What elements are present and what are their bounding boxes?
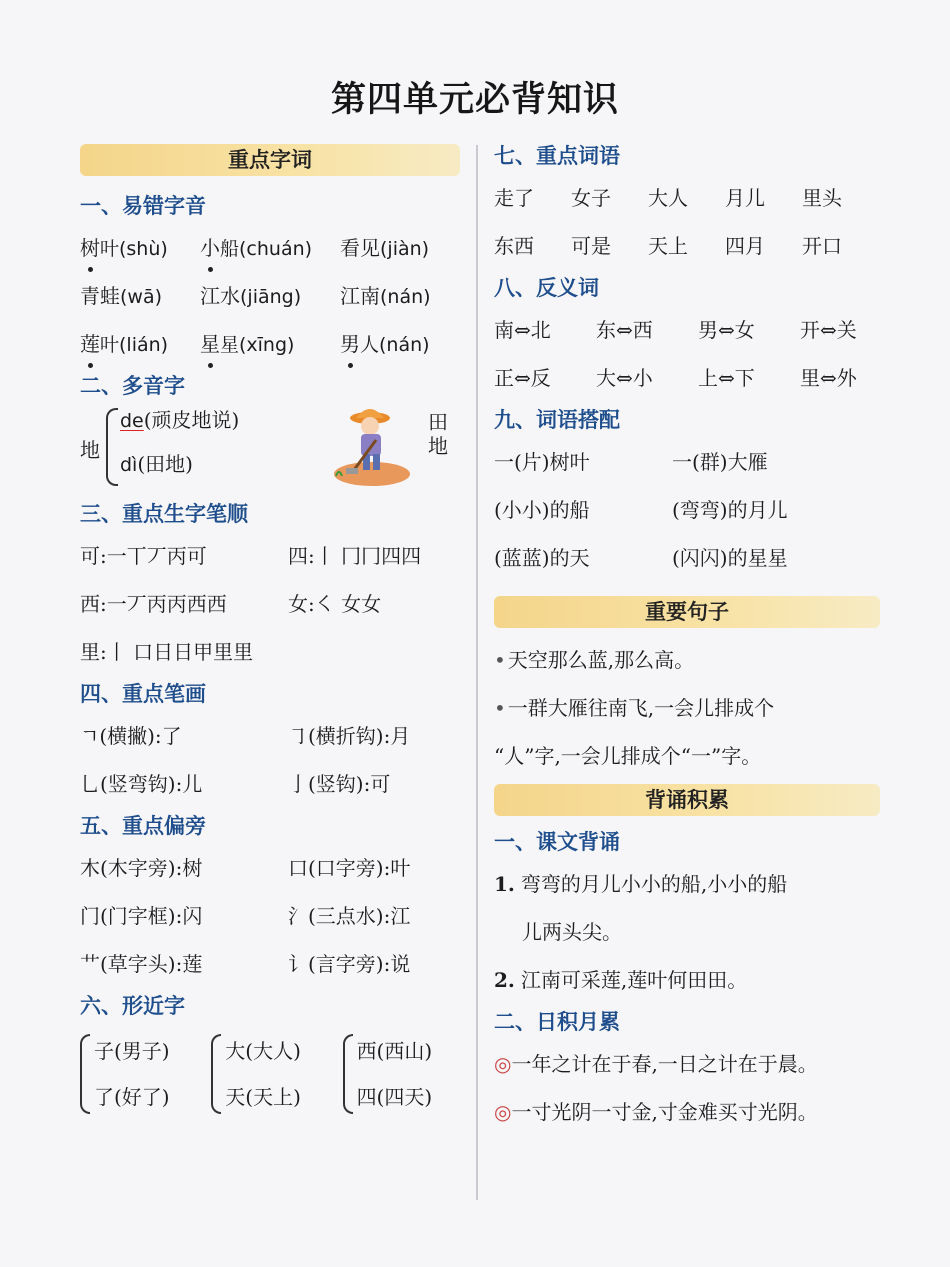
collocation-item: (弯弯)的月儿	[672, 498, 788, 522]
key-stroke-row-2	[80, 760, 460, 808]
pron-char: 青蛙	[80, 283, 120, 308]
key-stroke-item: 亅(竖钩):可	[288, 772, 391, 796]
phrase-item: 天上	[648, 234, 688, 258]
pron-pinyin: 星(xīng)	[220, 333, 295, 356]
section-text-recitation-heading: 一、课文背诵	[494, 830, 620, 854]
recite-1a	[494, 860, 880, 908]
sentence-text: 天空那么蓝,那么高。	[507, 648, 695, 672]
radical-item: 口(口字旁):叶	[288, 856, 411, 880]
similar-group	[80, 1028, 203, 1120]
antonym-item: 里⇔外	[800, 366, 857, 390]
stroke-row-1	[80, 532, 460, 580]
collocation-item: (闪闪)的星星	[672, 546, 788, 570]
banner-important-sentences: 重要句子	[494, 596, 880, 628]
brace	[106, 408, 118, 486]
radical-row-2	[80, 892, 460, 940]
similar-item: 四(四天)	[356, 1085, 433, 1109]
pron-row-2	[80, 272, 460, 320]
polyphone-char: 地	[80, 438, 100, 462]
brace	[80, 1034, 90, 1114]
similar-item: 西(西山)	[356, 1039, 433, 1063]
sentence-text: 一群大雁往南飞,一会儿排成个	[507, 696, 775, 720]
similar-chars	[80, 1028, 460, 1120]
column-divider	[476, 145, 478, 1200]
phrase-item: 东西	[494, 234, 534, 258]
quote-1	[494, 1040, 880, 1088]
phrase-item: 里头	[802, 186, 842, 210]
stroke-item: 四:丨 冂冂四四	[288, 544, 422, 568]
recite-text: 儿两头尖。	[522, 920, 622, 944]
stroke-item: 可:一丅丆丙可	[80, 544, 207, 568]
polyphone-block	[80, 404, 460, 492]
antonym-item: 开⇔关	[800, 318, 857, 342]
section-key-phrases-heading: 七、重点词语	[494, 144, 620, 168]
pron-pinyin: (jiàn)	[380, 237, 430, 260]
phrase-item: 走了	[494, 186, 534, 210]
collocation-item: 一(片)树叶	[494, 450, 590, 474]
pron-pinyin: (jiāng)	[240, 285, 302, 308]
section-antonyms-heading: 八、反义词	[494, 276, 599, 300]
reading-example: (顽皮地说)	[143, 408, 240, 432]
banner-recitation: 背诵积累	[494, 784, 880, 816]
section-stroke-order-heading: 三、重点生字笔顺	[80, 502, 248, 526]
stroke-row-3	[80, 628, 460, 676]
pron-pinyin: 叶(shù)	[100, 237, 168, 260]
pron-pinyin: (nán)	[380, 285, 431, 308]
bullet: •	[494, 696, 506, 720]
polyphone-reading-1	[120, 404, 239, 433]
sentence-1	[494, 636, 880, 684]
phrase-item: 四月	[725, 234, 765, 258]
collocation-item: (小小)的船	[494, 498, 590, 522]
pron-pinyin: 人(nán)	[360, 333, 430, 356]
pron-char: 小	[200, 224, 220, 272]
pinyin-de: de	[120, 410, 144, 432]
radical-item: 氵(三点水):江	[288, 904, 411, 928]
recite-1b	[494, 908, 880, 956]
pron-char: 江水	[200, 283, 240, 308]
phrase-item: 女子	[571, 186, 611, 210]
pron-char: 看见	[340, 235, 380, 260]
left-column	[80, 144, 460, 1120]
brace	[211, 1034, 221, 1114]
key-stroke-item: 乚(竖弯钩):儿	[80, 772, 203, 796]
sentence-text: “人”字,一会儿排成个“一”字。	[494, 744, 762, 768]
similar-item: 了(好了)	[94, 1085, 170, 1109]
radical-item: 木(木字旁):树	[80, 856, 203, 880]
pron-pinyin: 叶(lián)	[100, 333, 169, 356]
collocation-item: (蓝蓝)的天	[494, 546, 590, 570]
stroke-item: 西:一丆丙丙西西	[80, 592, 227, 616]
section-collocations-heading: 九、词语搭配	[494, 408, 620, 432]
circle-mark-icon: ◎	[494, 1100, 512, 1124]
key-stroke-item: ㄱ(横撇):了	[80, 724, 182, 748]
quote-text: 一年之计在于春,一日之计在于晨。	[511, 1052, 818, 1076]
similar-item: 天(天上)	[225, 1085, 301, 1109]
radical-item: 艹(草字头):莲	[80, 952, 203, 976]
pron-char: 江南	[340, 283, 380, 308]
collocation-row-2	[494, 486, 880, 534]
pron-char: 树	[80, 224, 100, 272]
radical-item: 讠(言字旁):说	[288, 952, 411, 976]
pinyin-di: dì	[120, 454, 138, 476]
pron-char: 星	[200, 320, 220, 368]
stroke-item: 女:㇛ 女女	[288, 592, 382, 616]
phrase-row-1	[494, 174, 880, 222]
pron-char: 莲	[80, 320, 100, 368]
antonym-row-1	[494, 306, 880, 354]
farmer-illustration	[330, 400, 410, 488]
section-radicals-heading: 五、重点偏旁	[80, 814, 206, 838]
quote-text: 一寸光阴一寸金,寸金难买寸光阴。	[511, 1100, 818, 1124]
antonym-item: 东⇔西	[596, 318, 653, 342]
section-key-strokes-heading: 四、重点笔画	[80, 682, 206, 706]
collocation-row-3	[494, 534, 880, 582]
section-pronunciation-heading: 一、易错字音	[80, 194, 206, 218]
radical-row-1	[80, 844, 460, 892]
banner-key-words: 重点字词	[80, 144, 460, 176]
collocation-item: 一(群)大雁	[672, 450, 768, 474]
similar-group	[211, 1028, 334, 1120]
page-title: 第四单元必背知识	[330, 80, 619, 120]
bullet: •	[494, 648, 506, 672]
stroke-item: 里:丨 口日日甲里里	[80, 640, 254, 664]
phrase-item: 大人	[648, 186, 688, 210]
similar-item: 大(大人)	[225, 1039, 301, 1063]
pron-row-3	[80, 320, 460, 368]
quote-2	[494, 1088, 880, 1136]
antonym-item: 正⇔反	[494, 366, 551, 390]
item-number: 1.	[494, 872, 515, 896]
sentence-2a	[494, 684, 880, 732]
pron-pinyin: (wā)	[120, 285, 163, 308]
reading-example: (田地)	[137, 452, 193, 476]
pron-char: 男	[340, 320, 360, 368]
similar-item: 子(男子)	[94, 1039, 170, 1063]
similar-group	[343, 1028, 460, 1120]
radical-item: 门(门字框):闪	[80, 904, 203, 928]
stroke-row-2	[80, 580, 460, 628]
sentence-2b	[494, 732, 880, 780]
phrase-item: 开口	[802, 234, 842, 258]
section-daily-accumulation-heading: 二、日积月累	[494, 1010, 620, 1034]
antonym-item: 男⇔女	[698, 318, 755, 342]
item-number: 2.	[494, 968, 515, 992]
antonym-item: 大⇔小	[596, 366, 653, 390]
section-polyphone-heading: 二、多音字	[80, 374, 185, 398]
brace	[343, 1034, 353, 1114]
polyphone-reading-2	[120, 448, 193, 477]
collocation-row-1	[494, 438, 880, 486]
antonym-item: 南⇔北	[494, 318, 551, 342]
antonym-item: 上⇔下	[698, 366, 755, 390]
right-column	[494, 138, 880, 1136]
key-stroke-row-1	[80, 712, 460, 760]
key-stroke-item: ㇆(横折钩):月	[288, 724, 411, 748]
phrase-item: 可是	[571, 234, 611, 258]
phrase-item: 月儿	[725, 186, 765, 210]
recite-2	[494, 956, 880, 1004]
pron-pinyin: 船(chuán)	[220, 237, 313, 260]
pron-row-1	[80, 224, 460, 272]
circle-mark-icon: ◎	[494, 1052, 512, 1076]
section-similar-chars-heading: 六、形近字	[80, 994, 185, 1018]
recite-text: 弯弯的月儿小小的船,小小的船	[520, 872, 788, 896]
picture-label: 田地	[428, 410, 448, 458]
antonym-row-2	[494, 354, 880, 402]
radical-row-3	[80, 940, 460, 988]
phrase-row-2	[494, 222, 880, 270]
recite-text: 江南可采莲,莲叶何田田。	[520, 968, 748, 992]
